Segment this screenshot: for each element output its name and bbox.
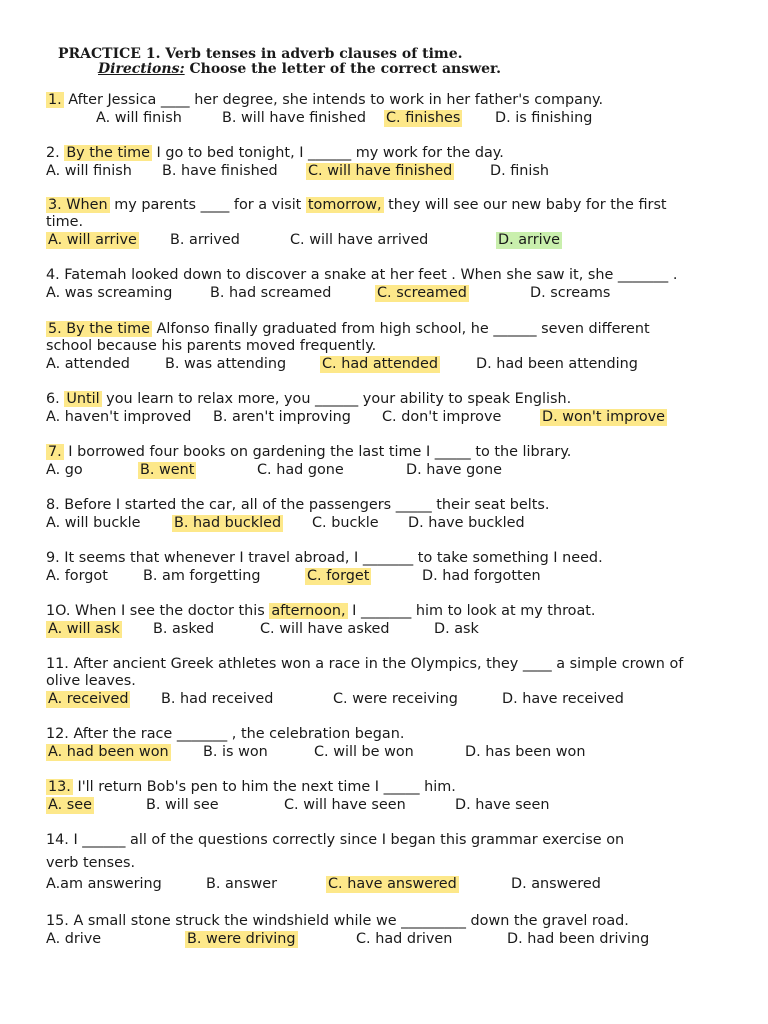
question-10 bbox=[46, 603, 706, 639]
highlighted-text: By the time bbox=[66, 145, 150, 161]
answer-options bbox=[46, 568, 706, 586]
option-c[interactable]: C. have answered bbox=[328, 876, 457, 892]
answer-options bbox=[46, 163, 706, 181]
option-a[interactable]: A. received bbox=[48, 691, 129, 707]
option-c[interactable]: C. screamed bbox=[377, 285, 467, 301]
option-c[interactable]: C. forget bbox=[307, 568, 370, 584]
stem-text: I'll return Bob's pen to him the next time I _____ him. bbox=[72, 779, 456, 795]
question-stem bbox=[46, 145, 706, 162]
stem-text: I _______ him to look at my throat. bbox=[347, 603, 596, 619]
question-11 bbox=[46, 656, 706, 709]
option-d[interactable]: D. has been won bbox=[465, 744, 586, 760]
option-b[interactable]: B. will have finished bbox=[222, 110, 367, 126]
question-5 bbox=[46, 321, 706, 374]
option-a[interactable]: A.am answering bbox=[46, 876, 162, 892]
option-b[interactable]: B. were driving bbox=[187, 931, 296, 947]
question-15 bbox=[46, 913, 706, 949]
question-8 bbox=[46, 497, 706, 533]
stem-text: 8. Before I started the car, all of the passengers _____ their seat belts. bbox=[46, 497, 550, 513]
option-a[interactable]: A. go bbox=[46, 462, 83, 478]
option-d[interactable]: D. ask bbox=[434, 621, 479, 637]
stem-text: 15. A small stone struck the windshield while we _________ down the gravel road. bbox=[46, 913, 629, 929]
option-c[interactable]: C. had driven bbox=[356, 931, 453, 947]
answer-options bbox=[46, 621, 706, 639]
answer-options bbox=[46, 797, 706, 815]
directions-label: Directions: bbox=[98, 61, 185, 77]
question-4 bbox=[46, 267, 706, 303]
option-d[interactable]: D. arrive bbox=[498, 232, 560, 248]
question-14 bbox=[46, 832, 706, 894]
question-stem-continued: olive leaves. bbox=[46, 673, 136, 689]
question-2 bbox=[46, 145, 706, 181]
stem-text: 1O. When I see the doctor this bbox=[46, 603, 270, 619]
option-c[interactable]: C. will be won bbox=[314, 744, 414, 760]
highlighted-text: afternoon, bbox=[271, 603, 346, 619]
question-stem bbox=[46, 656, 706, 673]
option-a[interactable]: A. haven't improved bbox=[46, 409, 192, 425]
answer-options bbox=[46, 876, 706, 894]
option-a[interactable]: A. drive bbox=[46, 931, 102, 947]
question-stem bbox=[46, 779, 706, 796]
option-c[interactable]: C. will have seen bbox=[284, 797, 406, 813]
option-c[interactable]: C. finishes bbox=[386, 110, 461, 126]
option-a[interactable]: A. had been won bbox=[48, 744, 169, 760]
answer-options bbox=[46, 285, 706, 303]
answer-options bbox=[46, 691, 706, 709]
highlighted-text: Until bbox=[66, 391, 100, 407]
answer-options bbox=[46, 110, 706, 128]
option-c[interactable]: C. had attended bbox=[322, 356, 439, 372]
highlighted-text: 5. By the time bbox=[48, 321, 150, 337]
option-b[interactable]: B. was attending bbox=[165, 356, 287, 372]
option-c[interactable]: C. don't improve bbox=[382, 409, 502, 425]
question-stem bbox=[46, 444, 706, 461]
stem-text: I go to bed tonight, I ______ my work for the day. bbox=[151, 145, 504, 161]
option-a[interactable]: A. forgot bbox=[46, 568, 108, 584]
highlighted-text: 7. bbox=[48, 444, 62, 460]
option-a[interactable]: A. will buckle bbox=[46, 515, 141, 531]
option-b[interactable]: B. answer bbox=[206, 876, 277, 892]
question-13 bbox=[46, 779, 706, 815]
option-b[interactable]: B. went bbox=[140, 462, 195, 478]
question-7 bbox=[46, 444, 706, 480]
answer-options bbox=[46, 931, 706, 949]
highlighted-text: 13. bbox=[48, 779, 71, 795]
option-b[interactable]: B. had received bbox=[161, 691, 274, 707]
option-d[interactable]: D. have seen bbox=[455, 797, 550, 813]
option-c[interactable]: C. will have asked bbox=[260, 621, 390, 637]
highlighted-text: 1. bbox=[48, 92, 62, 108]
stem-text: 9. It seems that whenever I travel abroad, I _______ to take something I need. bbox=[46, 550, 603, 566]
option-a[interactable]: A. attended bbox=[46, 356, 130, 372]
option-b[interactable]: B. had screamed bbox=[210, 285, 332, 301]
option-d[interactable]: D. is finishing bbox=[495, 110, 593, 126]
stem-text: I borrowed four books on gardening the last time I _____ to the library. bbox=[63, 444, 572, 460]
option-d[interactable]: D. have received bbox=[502, 691, 624, 707]
answer-options bbox=[46, 409, 706, 427]
question-stem bbox=[46, 603, 706, 620]
stem-text: 14. I ______ all of the questions correctly since I began this grammar exercise on bbox=[46, 832, 625, 848]
question-1 bbox=[46, 92, 706, 128]
option-d[interactable]: D. won't improve bbox=[542, 409, 666, 425]
option-a[interactable]: A. was screaming bbox=[46, 285, 173, 301]
question-stem bbox=[46, 391, 706, 408]
question-stem-continued: time. bbox=[46, 214, 84, 230]
option-b[interactable]: B. arrived bbox=[170, 232, 240, 248]
stem-text: my parents ____ for a visit bbox=[109, 197, 306, 213]
option-d[interactable]: D. answered bbox=[511, 876, 601, 892]
question-stem bbox=[46, 197, 706, 214]
question-stem bbox=[46, 550, 706, 567]
option-b[interactable]: B. aren't improving bbox=[213, 409, 351, 425]
answer-options bbox=[46, 744, 706, 762]
option-d[interactable]: D. screams bbox=[530, 285, 611, 301]
option-a[interactable]: A. will finish bbox=[96, 110, 182, 126]
option-b[interactable]: B. asked bbox=[153, 621, 215, 637]
question-stem bbox=[46, 267, 706, 284]
option-d[interactable]: D. had forgotten bbox=[422, 568, 541, 584]
question-6 bbox=[46, 391, 706, 427]
highlighted-text: 3. When bbox=[48, 197, 108, 213]
question-stem bbox=[46, 92, 706, 109]
question-9 bbox=[46, 550, 706, 586]
option-d[interactable]: D. finish bbox=[490, 163, 550, 179]
stem-text: 6. bbox=[46, 391, 65, 407]
option-d[interactable]: D. have gone bbox=[406, 462, 503, 478]
highlighted-text: tomorrow, bbox=[307, 197, 382, 213]
option-d[interactable]: D. had been attending bbox=[476, 356, 638, 372]
option-c[interactable]: C. buckle bbox=[312, 515, 379, 531]
option-c[interactable]: C. had gone bbox=[257, 462, 344, 478]
stem-text: you learn to relax more, you ______ your ability to speak English. bbox=[101, 391, 572, 407]
stem-text: they will see our new baby for the first bbox=[383, 197, 667, 213]
option-a[interactable]: A. will ask bbox=[48, 621, 120, 637]
question-stem bbox=[46, 832, 706, 849]
stem-text: 2. bbox=[46, 145, 65, 161]
stem-text: 12. After the race _______ , the celebration began. bbox=[46, 726, 405, 742]
option-b[interactable]: B. have finished bbox=[162, 163, 278, 179]
question-stem bbox=[46, 321, 706, 338]
option-a[interactable]: A. see bbox=[48, 797, 92, 813]
option-b[interactable]: B. am forgetting bbox=[143, 568, 261, 584]
stem-text: 4. Fatemah looked down to discover a snake at her feet . When she saw it, she _______ . bbox=[46, 267, 678, 283]
option-c[interactable]: C. were receiving bbox=[333, 691, 458, 707]
option-c[interactable]: C. will have arrived bbox=[290, 232, 429, 248]
option-b[interactable]: B. had buckled bbox=[174, 515, 282, 531]
stem-text: Alfonso finally graduated from high school, he ______ seven different bbox=[151, 321, 650, 337]
answer-options bbox=[46, 232, 706, 250]
directions bbox=[98, 61, 501, 77]
option-d[interactable]: D. had been driving bbox=[507, 931, 650, 947]
answer-options bbox=[46, 356, 706, 374]
option-a[interactable]: A. will finish bbox=[46, 163, 132, 179]
question-stem-continued: verb tenses. bbox=[46, 855, 136, 871]
page-title: PRACTICE 1. Verb tenses in adverb clauses of time. bbox=[58, 46, 463, 62]
option-d[interactable]: D. have buckled bbox=[408, 515, 525, 531]
question-stem-continued: school because his parents moved frequently. bbox=[46, 338, 377, 354]
answer-options bbox=[46, 462, 706, 480]
option-b[interactable]: B. will see bbox=[146, 797, 219, 813]
option-a[interactable]: A. will arrive bbox=[48, 232, 137, 248]
stem-text: 11. After ancient Greek athletes won a race in the Olympics, they ____ a simple crown of bbox=[46, 656, 684, 672]
answer-options bbox=[46, 515, 706, 533]
question-stem bbox=[46, 497, 706, 514]
option-b[interactable]: B. is won bbox=[203, 744, 268, 760]
question-stem bbox=[46, 726, 706, 743]
question-3 bbox=[46, 197, 706, 250]
directions-text: Choose the letter of the correct answer. bbox=[184, 61, 502, 77]
option-c[interactable]: C. will have finished bbox=[308, 163, 453, 179]
question-12 bbox=[46, 726, 706, 762]
stem-text: After Jessica ____ her degree, she intends to work in her father's company. bbox=[63, 92, 604, 108]
question-stem bbox=[46, 913, 706, 930]
